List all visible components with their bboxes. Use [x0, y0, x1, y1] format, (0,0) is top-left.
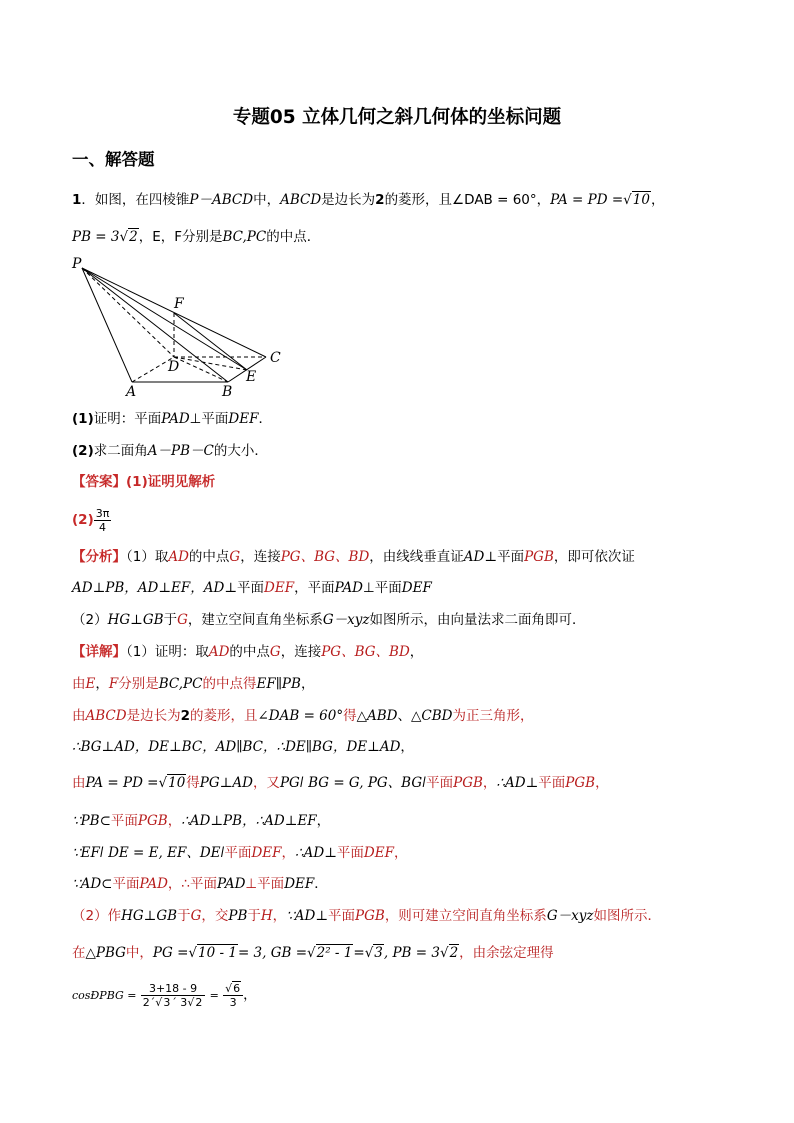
- detail-text: ，: [482, 775, 497, 791]
- detail-line-11: [72, 980, 257, 1011]
- math-expr: EF∥PB: [256, 676, 301, 692]
- detail-text: 为正三角形，: [452, 708, 534, 724]
- analysis-text: 如图所示，由向量法求二面角即可．: [369, 612, 586, 628]
- math-expr: PGB: [137, 813, 168, 829]
- label-E: E: [246, 369, 257, 385]
- math-expr: E: [85, 676, 96, 692]
- detail-text: ⊥平面: [245, 876, 285, 892]
- math-expr: ∴AD⊥: [496, 775, 539, 791]
- analysis-text: 于: [163, 612, 178, 628]
- math-expr: △PBG: [85, 945, 126, 961]
- question-1: [72, 409, 272, 429]
- sqrt-value: 10: [168, 775, 186, 791]
- detail-text: 于: [177, 908, 191, 924]
- math-expr: ∵EFǀ DE = E, EF、DEǀ: [72, 845, 225, 861]
- detail-text: ，: [300, 676, 315, 692]
- detail-text: ，: [400, 739, 414, 755]
- math-expr: F: [108, 676, 119, 692]
- math-expr: ∴BG⊥AD，DE⊥BC，AD∥BC，∴DE∥BG，DE⊥AD: [72, 739, 401, 755]
- analysis-text: 平面: [237, 580, 265, 596]
- cos-fraction: [141, 982, 206, 1009]
- detail-text: 分别是: [118, 676, 159, 692]
- label-P: P: [72, 256, 82, 272]
- math-expr: ∴AD⊥PB，∴AD⊥EF: [181, 813, 317, 829]
- math-expr: AD⊥PB，AD⊥EF，AD⊥: [72, 580, 238, 596]
- analysis-line-3: [72, 610, 586, 630]
- analysis-text: ，建立空间直角坐标系: [187, 612, 323, 628]
- analysis-tag: 【分析】: [72, 549, 126, 565]
- math-expr: PGB: [565, 775, 596, 791]
- edge-PA: [82, 268, 132, 382]
- math-expr: DEF: [284, 876, 315, 892]
- detail-line-5: 由PA = PD =√10得PG⊥AD，又PGǀ BG = G, PG、BGǀ平面PGB，∴AD⊥平面PGB，: [72, 775, 609, 791]
- math-number: 2: [180, 708, 190, 724]
- detail-text: 平面: [112, 876, 140, 892]
- detail-text: 的中点: [229, 644, 270, 660]
- math-expr: HG⊥GB: [121, 908, 178, 924]
- detail-text: ，交: [201, 908, 229, 924]
- answer-line-2: [72, 505, 111, 535]
- analysis-text: ，连接: [240, 549, 281, 565]
- math-expr: G－xyz: [322, 612, 370, 628]
- edge-PB: [82, 268, 228, 382]
- detail-text: ，则可建立空间直角坐标系: [384, 908, 547, 924]
- detail-text: 平面: [328, 908, 356, 924]
- problem-text: ，: [650, 192, 665, 208]
- analysis-text: ，平面: [294, 580, 335, 596]
- math-expr: PGB: [524, 549, 554, 565]
- math-expr: PAD: [217, 876, 246, 892]
- detail-line-8: [72, 874, 328, 894]
- math-expr: HG⊥GB: [107, 612, 164, 628]
- detail-text: ，又: [252, 775, 280, 791]
- detail-line-2: [72, 674, 314, 694]
- analysis-text: 的中点: [188, 549, 230, 565]
- math-expr: AD⊥: [463, 549, 498, 565]
- detail-text: ，: [272, 908, 287, 924]
- math-expr: G－xyz: [546, 908, 594, 924]
- math-expr: PGB: [355, 908, 385, 924]
- result-fraction: [223, 982, 243, 1009]
- detail-text: 得: [343, 708, 357, 724]
- detail-text: 如图所示．: [593, 908, 661, 924]
- math-expr: ∠DAB = 60°: [257, 708, 344, 724]
- math-expr: , PB = 3: [383, 945, 440, 961]
- detail-text: ，: [167, 813, 182, 829]
- detail-text: 的中点得: [202, 676, 257, 692]
- math-expr: G: [269, 644, 281, 660]
- fraction-numerator: 3+18 - 9: [141, 982, 206, 996]
- math-expr: PG⊥AD: [199, 775, 253, 791]
- question-text: ⊥平面: [189, 411, 229, 427]
- label-D: D: [168, 359, 180, 375]
- edge-PE: [82, 268, 247, 370]
- math-expr: PG、BG、BD: [321, 644, 410, 660]
- analysis-text: 平面: [497, 549, 525, 565]
- problem-line-1: 1．如图，在四棱锥P－ABCD中，ABCD是边长为2的菱形，且∠DAB = 60°，PA = PD =√10，: [72, 192, 665, 208]
- detail-text: ，: [595, 775, 609, 791]
- math-expr: DEF: [264, 580, 295, 596]
- denominator-part: 2´: [142, 995, 156, 1009]
- sqrt-value: 2: [449, 945, 459, 961]
- sqrt-value: 2² - 1: [316, 945, 353, 961]
- math-expr: DEF: [251, 845, 282, 861]
- detail-text: ，∴平面: [167, 876, 217, 892]
- math-expr: ABCD: [280, 192, 322, 208]
- analysis-line-2: [72, 578, 432, 598]
- sqrt-value: 3: [374, 945, 383, 961]
- detail-line-6: [72, 811, 330, 831]
- detail-text: ，连接: [280, 644, 322, 660]
- math-expr: ∵AD⊂: [72, 876, 113, 892]
- math-expr: =: [209, 989, 219, 1002]
- math-expr: BC,PC: [158, 676, 203, 692]
- question-text: 求二面角: [93, 443, 148, 459]
- analysis-line-1: [72, 547, 635, 567]
- math-expr: DEF: [228, 411, 259, 427]
- math-expr: PAD: [334, 580, 364, 596]
- math-expr: P－ABCD: [189, 192, 254, 208]
- math-expr: ∴AD⊥: [295, 845, 337, 861]
- sqrt-value: 10 - 1: [198, 945, 237, 961]
- question-text: 的大小．: [213, 443, 268, 459]
- math-expr: ∵PB⊂: [72, 813, 111, 829]
- math-expr: ∵AD⊥: [286, 908, 329, 924]
- detail-text: ，: [281, 845, 296, 861]
- detail-text: 在: [72, 945, 86, 961]
- sqrt-value: 6: [233, 981, 241, 995]
- answer-line-1: [72, 472, 215, 492]
- detail-line-1: [72, 642, 423, 662]
- detail-text: 由: [72, 676, 86, 692]
- math-expr: PG、BG、BD: [280, 549, 370, 565]
- detail-text: ，: [95, 676, 109, 692]
- fraction-denominator: 3: [229, 995, 237, 1009]
- math-expr: G: [190, 908, 202, 924]
- fraction-numerator: √6: [223, 982, 243, 996]
- detail-text: ，: [316, 813, 331, 829]
- sqrt-value: 3: [163, 995, 171, 1009]
- detail-text: 由: [72, 775, 86, 791]
- detail-line-3: [72, 706, 533, 726]
- math-expr: DEF: [363, 845, 394, 861]
- problem-text: 是边长为: [321, 192, 376, 208]
- detail-text: 得: [186, 775, 200, 791]
- math-expr: PB: [228, 908, 248, 924]
- detail-text: 由: [72, 708, 86, 724]
- label-A: A: [126, 384, 137, 400]
- math-expr: PG =: [152, 945, 189, 961]
- math-expr: DEF: [401, 580, 432, 596]
- math-expr: ABCD: [85, 708, 127, 724]
- answer-fraction: [94, 507, 112, 534]
- detail-tag: 【详解】: [72, 644, 126, 660]
- question-2: [72, 441, 268, 461]
- section-heading: 一、解答题: [72, 150, 155, 169]
- detail-text: 平面: [336, 845, 364, 861]
- analysis-text: （2）: [72, 612, 108, 628]
- question-text: 证明：平面: [93, 411, 162, 427]
- detail-line-7: [72, 843, 407, 863]
- math-expr: cosÐPBG =: [72, 989, 137, 1002]
- fraction-numerator: 3π: [95, 506, 110, 520]
- math-expr: PA = PD =: [85, 775, 159, 791]
- math-expr: AD: [168, 549, 189, 565]
- detail-text: ，: [393, 845, 408, 861]
- question-number: (1): [72, 411, 94, 427]
- fraction-denominator: 2´√3´ 3√2: [142, 995, 203, 1009]
- math-expr: G: [229, 549, 241, 565]
- detail-text: 于: [247, 908, 261, 924]
- detail-text: ．: [314, 876, 328, 892]
- math-expr: PB = 3: [72, 229, 120, 245]
- math-expr: BC,PC: [222, 229, 267, 245]
- detail-text: （2）作: [72, 908, 122, 924]
- math-number: 2: [375, 192, 385, 208]
- detail-text: 平面: [224, 845, 252, 861]
- edge-PD: [82, 268, 174, 357]
- analysis-text: ，即可依次证: [553, 549, 635, 565]
- label-F: F: [174, 296, 184, 312]
- detail-line-9: [72, 906, 661, 926]
- detail-text: 的菱形，且: [189, 708, 258, 724]
- detail-text: 是边长为: [126, 708, 181, 724]
- detail-text: （1）证明：取: [126, 644, 209, 660]
- question-text: ．: [258, 411, 272, 427]
- answer-text: (1)证明见解析: [126, 474, 216, 490]
- problem-text: 中，: [253, 192, 281, 208]
- sqrt-value: 2: [129, 229, 138, 245]
- detail-line-4: [72, 737, 414, 757]
- math-expr: PA = PD =: [550, 192, 624, 208]
- math-expr: H: [260, 908, 273, 924]
- answer-number: (2): [72, 512, 94, 528]
- detail-text: 平面: [538, 775, 566, 791]
- pyramid-figure: [70, 254, 290, 400]
- problem-text: 的菱形，且∠DAB = 60°，: [384, 192, 551, 208]
- sqrt-value: 10: [632, 192, 650, 208]
- math-expr: PAD: [161, 411, 190, 427]
- detail-text: ，由余弦定理得: [459, 945, 554, 961]
- problem-text: 的中点．: [266, 229, 321, 245]
- math-expr: =: [353, 945, 365, 961]
- detail-text: ，: [409, 644, 424, 660]
- detail-line-10: 在△PBG中，PG =√10 - 1= 3, GB =√2² - 1=√3, PB = 3√2，由余弦定理得: [72, 945, 554, 961]
- answer-tag: 【答案】: [72, 474, 126, 490]
- problem-line-2: PB = 3√2，E，F分别是BC,PC的中点．: [72, 229, 321, 245]
- problem-number: 1: [72, 192, 82, 208]
- problem-text: ，E，F分别是: [138, 229, 223, 245]
- detail-text: ，: [243, 987, 257, 1003]
- math-expr: A－PB－C: [147, 443, 214, 459]
- detail-text: 中，: [125, 945, 153, 961]
- math-expr: PAD: [139, 876, 168, 892]
- math-expr: PGǀ BG = G, PG、BGǀ: [279, 775, 427, 791]
- detail-text: 平面: [110, 813, 138, 829]
- detail-text: 、: [397, 708, 412, 724]
- math-expr: = 3, GB =: [237, 945, 308, 961]
- math-expr: G: [177, 612, 188, 628]
- denominator-part: ´ 3: [171, 995, 188, 1009]
- analysis-text: （1）取: [126, 549, 169, 565]
- math-expr: PGB: [453, 775, 483, 791]
- problem-text: ．如图，在四棱锥: [81, 192, 190, 208]
- analysis-text: ，由线线垂直证: [369, 549, 464, 565]
- label-B: B: [222, 384, 233, 400]
- detail-text: 平面: [426, 775, 454, 791]
- page-title: 专题05 立体几何之斜几何体的坐标问题: [232, 107, 562, 128]
- math-expr: AD: [208, 644, 230, 660]
- label-C: C: [270, 350, 281, 366]
- question-number: (2): [72, 443, 94, 459]
- fraction-denominator: 4: [99, 520, 107, 534]
- analysis-text: ⊥平面: [363, 580, 402, 596]
- math-expr: △ABD: [356, 708, 398, 724]
- math-expr: △CBD: [411, 708, 453, 724]
- sqrt-value: 2: [195, 995, 203, 1009]
- edge-FE: [174, 313, 247, 370]
